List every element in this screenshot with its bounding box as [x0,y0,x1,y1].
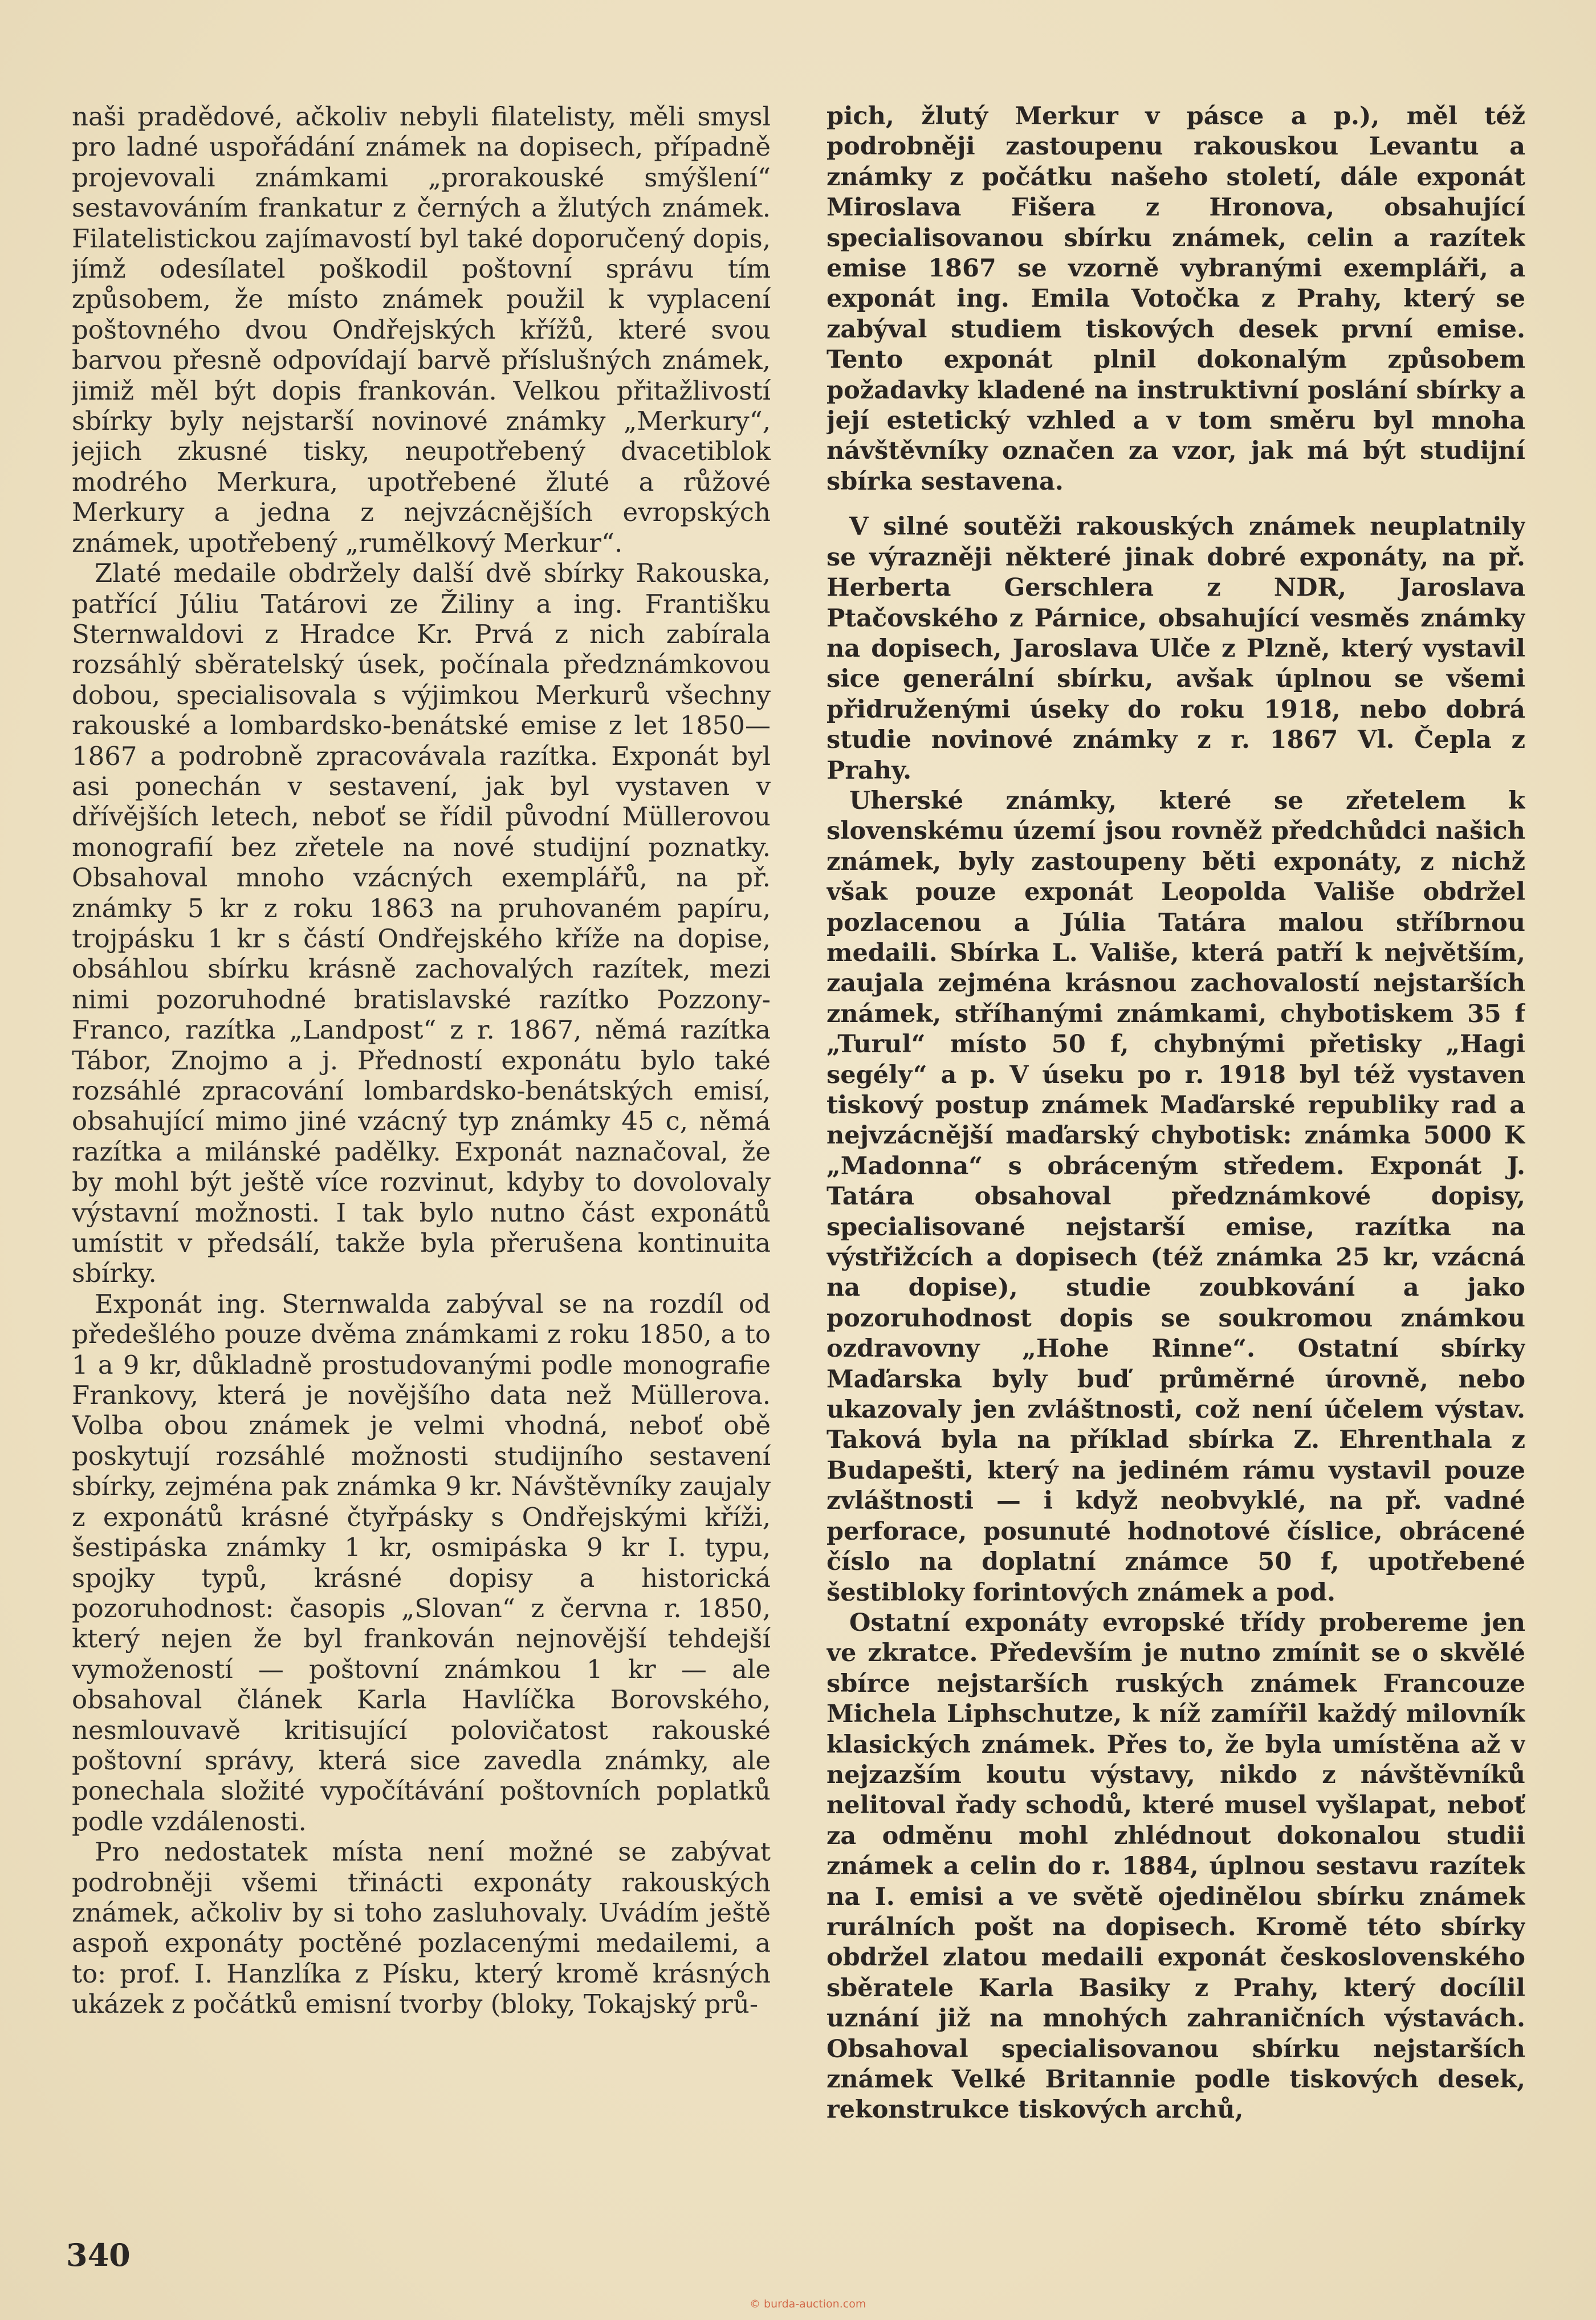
paragraph: V silné soutěži rakouských známek neuplatnily se výrazněji některé jinak dobré exponáty, na př. Herberta Gerschlera z NDR, Jaroslava Ptačovského z Párnice, obsahující vesměs známky na dopisech, Jaroslava Ulče z Plzně, který vystavil sice generální sbírku, avšak úplnou se všemi přidruženými úseky do roku 1918, nebo dobrá studie novinové známky z r. 1867 Vl. Čepla z Prahy. [826,512,1525,785]
paragraph: Exponát ing. Sternwalda zabýval se na rozdíl od předešlého pouze dvěma známkami z roku 1850, a to 1 a 9 kr, důkladně prostudovanými podle monografie Frankovy, která je novějšího data než Müllerova. Volba obou známek je velmi vhodná, neboť obě poskytují rozsáhlé možnosti studijního sestavení sbírky, zejména pak známka 9 kr. Návštěvníky zaujaly z exponátů krásné čtyřpásky s Ondřejskými kříži, šestipáska známky 1 kr, osmipáska 9 kr I. typu, spojky typů, krásné dopisy a historická pozoruhodnost: časopis „Slovan“ z června r. 1850, který nejen že byl frankován nejnovější tehdejší vymožeností — poštovní známkou 1 kr — ale obsahoval článek Karla Havlíčka Borovského, nesmlouvavě kritisující polovičatost rakouské poštovní správy, která sice zavedla známky, ale ponechala složité vypočítávání poštovních poplatků podle vzdálenosti. [72,1288,771,1837]
paragraph: Pro nedostatek místa není možné se zabývat podrobněji všemi třinácti exponáty rakouských známek, ačkoliv by si toho zasluhovaly. Uvádím ještě aspoň exponáty poctěné pozlacenými medailemi, a to: prof. I. Hanzlíka z Písku, který kromě krásných ukázek z počátků emisní tvorby (bloky, Tokajský prů- [72,1837,771,2020]
paragraph: naši pradědové, ačkoliv nebyli filatelisty, měli smysl pro ladné uspořádání známek na dopisech, případně projevovali známkami „prorakouské smýšlení“ sestavováním frankatur z černých a žlutých známek. Filatelistickou zajímavostí byl také doporučený dopis, jímž odesílatel poškodil poštovní správu tím způsobem, že místo známek použil k vyplacení poštovného dvou Ondřejských křížů, které svou barvou přesně odpovídají barvě příslušných známek, jimiž měl být dopis frankován. Velkou přitažlivostí sbírky byly nejstarší novinové známky „Merkury“, jejich zkusné tisky, neupotřebený dvacetiblok modrého Merkura, upotřebené žluté a růžové Merkury a jedna z nejvzácnějších evropských známek, upotřebený „rumělkový Merkur“. [72,101,771,558]
watermark: © burda-auction.com [750,2298,866,2310]
page-number: 340 [66,2237,131,2273]
paragraph: Zlaté medaile obdržely další dvě sbírky Rakouska, patřící Júliu Tatárovi ze Žiliny a ing. Františku Sternwaldovi z Hradce Kr. Prvá z nich zabírala rozsáhlý sběratelský úsek, počínala předznámkovou dobou, specialisovala s výjimkou Merkurů všechny rakouské a lombardsko-benátské emise z let 1850—1867 a podrobně zpracovávala razítka. Exponát byl asi ponechán v sestavení, jak byl vystaven v dřívějších letech, neboť se řídil původní Müllerovou monografií bez zřetele na nové studijní poznatky. Obsahoval mnoho vzácných exemplářů, na př. známky 5 kr z roku 1863 na pruhovaném papíru, trojpásku 1 kr s částí Ondřejského kříže na dopise, obsáhlou sbírku krásně zachovalých razítek, mezi nimi pozoruhodné bratislavské razítko Pozzony-Franco, razítka „Landpost“ z r. 1867, němá razítka Tábor, Znojmo a j. Předností exponátu bylo také rozsáhlé zpracování lombardsko-benátských emisí, obsahující mimo jiné vzácný typ známky 45 c, němá razítka a milánské padělky. Exponát naznačoval, že by mohl být ještě více rozvinut, kdyby to dovolovaly výstavní možnosti. I tak bylo nutno část exponátů umístit v předsálí, takže byla přerušena kontinuita sbírky. [72,558,771,1289]
paragraph: Uherské známky, které se zřetelem k slovenskému území jsou rovněž předchůdci našich známek, byly zastoupeny běti exponáty, z nichž však pouze exponát Leopolda Vališe obdržel pozlacenou a Júlia Tatára malou stříbrnou medaili. Sbírka L. Vališe, která patří k největším, zaujala zejména krásnou zachovalostí nejstarších známek, stříhanými známkami, chybotiskem 35 f „Turul“ místo 50 f, chybnými přetisky „Hagi segély“ a p. V úseku po r. 1918 byl též vystaven tiskový postup známek Maďarské republiky rad a nejvzácnější maďarský chybotisk: známka 5000 K „Madonna“ s obráceným středem. Exponát J. Tatára obsahoval předznámkové dopisy, specialisované nejstarší emise, razítka na výstřižcích a dopisech (též známka 25 kr, vzácná na dopise), studie zoubkování a jako pozoruhodnost dopis se soukromou známkou ozdravovny „Hohe Rinne“. Ostatní sbírky Maďarska byly buď průměrné úrovně, nebo ukazovaly jen zvláštnosti, což není účelem výstav. Taková byla na příklad sbírka Z. Ehrenthala z Budapešti, který na jediném rámu vystavil pouze zvláštnosti — i když neobvyklé, na př. vadné perforace, posunuté hodnotové číslice, obrácené číslo na doplatní známce 50 f, upotřebené šestibloky forintových známek a pod. [826,786,1525,1607]
left-column [72,101,771,2199]
paragraph: pich, žlutý Merkur v pásce a p.), měl též podrobněji zastoupenu rakouskou Levantu a známky z počátku našeho století, dále exponát Miroslava Fišera z Hronova, obsahující specialisovanou sbírku známek, celin a razítek emise 1867 se vzorně vybranými exempláři, a exponát ing. Emila Votočka z Prahy, který se zabýval studiem tiskových desek první emise. Tento exponát plnil dokonalým způsobem požadavky kladené na instruktivní poslání sbírky a její estetický vzhled a v tom směru byl mnoha návštěvníky označen za vzor, jak má být studijní sbírka sestavena. [826,102,1525,496]
paragraph: Ostatní exponáty evropské třídy probereme jen ve zkratce. Především je nutno zmínit se o skvělé sbírce nejstarších ruských známek Francouze Michela Liphschutze, k níž zamířil každý milovník klasických známek. Přes to, že byla umístěna až v nejzazším koutu výstavy, nikdo z návštěvníků nelitoval řady schodů, které musel vyšlapat, neboť za odměnu mohl zhlédnout dokonalou studii známek a celin do r. 1884, úplnou sestavu razítek na I. emisi a ve světě ojedinělou sbírku známek rurálních pošt na dopisech. Kromě této sbírky obdržel zlatou medaili exponát československého sběratele Karla Basiky z Prahy, který docílil uznání již na mnohých zahraničních výstavách. Obsahoval specialisovanou sbírku nejstarších známek Velké Britannie podle tiskových desek, rekonstrukce tiskových archů, [826,1608,1525,2124]
right-column [826,101,1525,2199]
